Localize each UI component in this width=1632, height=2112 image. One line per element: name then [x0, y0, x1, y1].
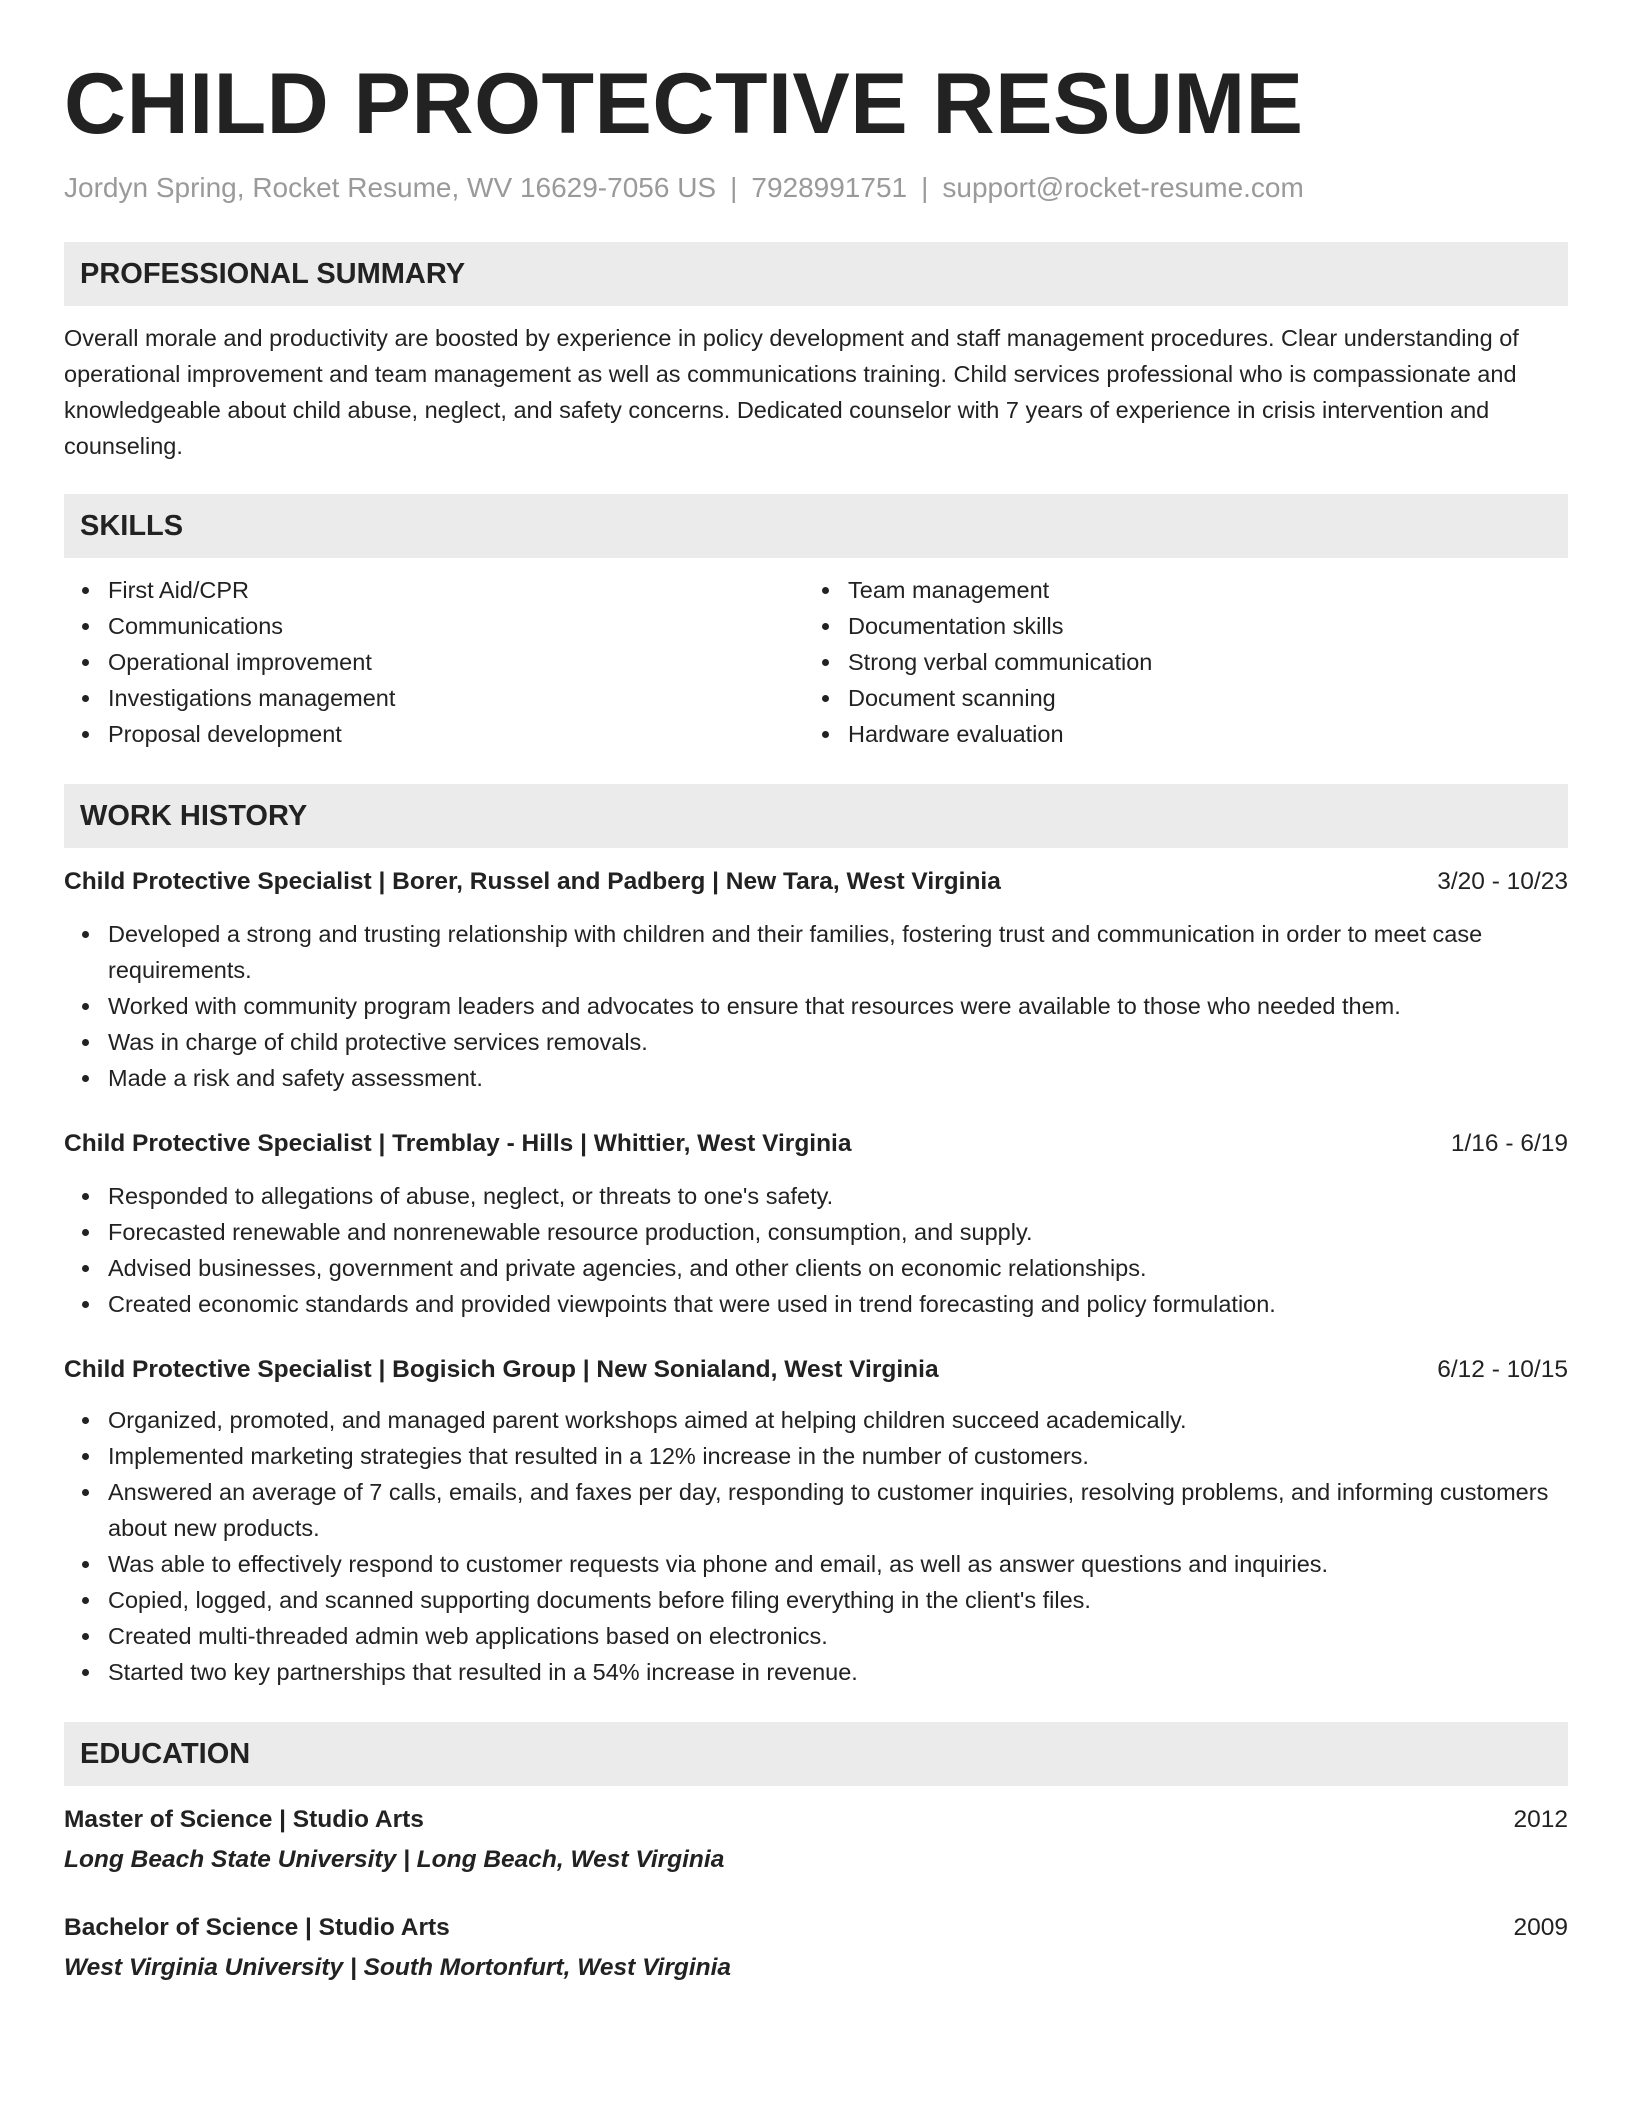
- job-entry: [64, 1352, 1568, 1690]
- skill-item: Document scanning: [804, 680, 1544, 716]
- skills-column-left: [64, 572, 804, 752]
- contact-line: [64, 170, 1568, 206]
- skill-item: Documentation skills: [804, 608, 1544, 644]
- education-entry: [64, 1910, 1568, 1986]
- job-bullet: Copied, logged, and scanned supporting documents before filing everything in the client's files.: [64, 1582, 1568, 1618]
- job-bullet: Was able to effectively respond to customer requests via phone and email, as well as answer questions and inquiries.: [64, 1546, 1568, 1582]
- education-year: 2009: [1513, 1914, 1568, 1941]
- job-title: Child Protective Specialist | Tremblay - Hills | Whittier, West Virginia: [64, 1130, 852, 1157]
- job-bullet: Answered an average of 7 calls, emails, and faxes per day, responding to customer inquiries, resolving problems, and informing customers about new products.: [64, 1474, 1568, 1546]
- job-bullets: [64, 916, 1568, 1096]
- job-bullet: Organized, promoted, and managed parent workshops aimed at helping children succeed academically.: [64, 1402, 1568, 1438]
- job-dates: 3/20 - 10/23: [1437, 868, 1568, 895]
- skill-item: Strong verbal communication: [804, 644, 1544, 680]
- skill-item: Team management: [804, 572, 1544, 608]
- job-bullet: Started two key partnerships that resulted in a 54% increase in revenue.: [64, 1654, 1568, 1690]
- skill-item: Operational improvement: [64, 644, 804, 680]
- job-dates: 1/16 - 6/19: [1450, 1130, 1568, 1157]
- job-bullet: Advised businesses, government and private agencies, and other clients on economic relationships.: [64, 1250, 1568, 1286]
- contact-separator: |: [730, 172, 738, 203]
- contact-phone: 7928991751: [751, 172, 908, 203]
- job-header: [64, 1126, 1568, 1162]
- education-header: [64, 1802, 1568, 1838]
- education-header: [64, 1910, 1568, 1946]
- contact-separator: |: [921, 172, 929, 203]
- education-school: West Virginia University | South Mortonfurt, West Virginia: [64, 1954, 732, 1981]
- education-degree: Master of Science | Studio Arts: [64, 1806, 424, 1833]
- education-year: 2012: [1513, 1806, 1568, 1833]
- skills-list: [64, 572, 1568, 752]
- job-bullet: Created multi-threaded admin web applications based on electronics.: [64, 1618, 1568, 1654]
- skill-item: First Aid/CPR: [64, 572, 804, 608]
- section-header-work-history: WORK HISTORY: [64, 784, 1568, 848]
- job-bullet: Responded to allegations of abuse, neglect, or threats to one's safety.: [64, 1178, 1568, 1214]
- job-bullets: [64, 1178, 1568, 1322]
- section-header-education: EDUCATION: [64, 1722, 1568, 1786]
- skill-item: Investigations management: [64, 680, 804, 716]
- job-bullet: Worked with community program leaders and advocates to ensure that resources were available to those who needed them.: [64, 988, 1568, 1024]
- education-entry: [64, 1802, 1568, 1878]
- skill-item: Communications: [64, 608, 804, 644]
- contact-address: Jordyn Spring, Rocket Resume, WV 16629-7056 US: [64, 172, 717, 203]
- job-title: Child Protective Specialist | Borer, Russel and Padberg | New Tara, West Virginia: [64, 868, 1001, 895]
- contact-email: support@rocket-resume.com: [942, 172, 1304, 203]
- job-bullet: Was in charge of child protective services removals.: [64, 1024, 1568, 1060]
- section-header-skills: SKILLS: [64, 494, 1568, 558]
- job-bullet: Implemented marketing strategies that resulted in a 12% increase in the number of customers.: [64, 1438, 1568, 1474]
- job-bullet: Developed a strong and trusting relationship with children and their families, fostering trust and communication in order to meet case requirements.: [64, 916, 1568, 988]
- job-header: [64, 1352, 1568, 1388]
- summary-text: Overall morale and productivity are boosted by experience in policy development and staff management procedures. Clear understanding of operational improvement and team management as well as communications training. Child services professional who is compassionate and knowledgeable about child abuse, neglect, and safety concerns. Dedicated counselor with 7 years of experience in crisis intervention and counseling.: [64, 325, 1519, 459]
- education-degree: Bachelor of Science | Studio Arts: [64, 1914, 450, 1941]
- job-bullet: Created economic standards and provided viewpoints that were used in trend forecasting and policy formulation.: [64, 1286, 1568, 1322]
- education-school: Long Beach State University | Long Beach, West Virginia: [64, 1846, 725, 1873]
- job-header: [64, 864, 1568, 900]
- resume-title: CHILD PROTECTIVE RESUME: [64, 56, 1304, 152]
- job-title: Child Protective Specialist | Bogisich Group | New Sonialand, West Virginia: [64, 1356, 939, 1383]
- job-dates: 6/12 - 10/15: [1437, 1356, 1568, 1383]
- job-entry: [64, 864, 1568, 1096]
- section-header-summary: PROFESSIONAL SUMMARY: [64, 242, 1568, 306]
- job-bullets: [64, 1402, 1568, 1690]
- job-entry: [64, 1126, 1568, 1322]
- skills-column-right: [804, 572, 1544, 752]
- job-bullet: Made a risk and safety assessment.: [64, 1060, 1568, 1096]
- skill-item: Proposal development: [64, 716, 804, 752]
- job-bullet: Forecasted renewable and nonrenewable resource production, consumption, and supply.: [64, 1214, 1568, 1250]
- skill-item: Hardware evaluation: [804, 716, 1544, 752]
